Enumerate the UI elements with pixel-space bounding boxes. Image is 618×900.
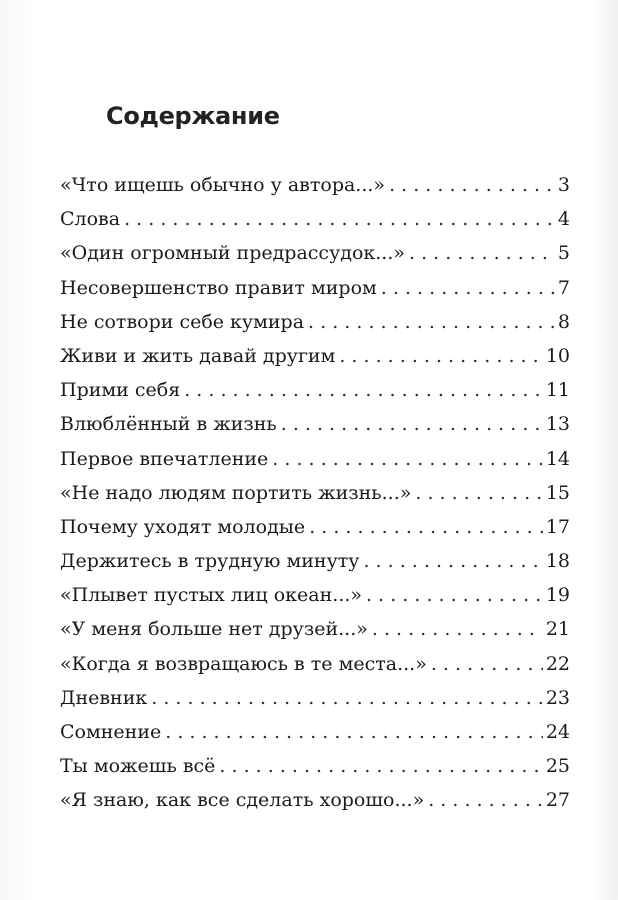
toc-entry xyxy=(60,339,570,373)
toc-entry-title: Несовершенство правит миром xyxy=(60,276,377,299)
toc-entry xyxy=(60,476,570,510)
toc-page-number: 27 xyxy=(545,789,570,812)
toc-entry-title: Не сотвори себе кумира xyxy=(60,310,305,333)
toc-entry xyxy=(60,647,570,681)
toc-page-number: 5 xyxy=(557,242,570,265)
toc-entry xyxy=(60,681,570,715)
dot-leader xyxy=(409,236,555,270)
toc-entry-title: Дневник xyxy=(60,686,148,709)
dot-leader xyxy=(366,578,543,612)
dot-leader xyxy=(415,476,542,510)
toc-page-number: 21 xyxy=(545,618,570,641)
toc-entry-title: Сомнение xyxy=(60,721,162,743)
toc-entry xyxy=(60,373,570,407)
toc-entry-title: Первое впечатление xyxy=(60,447,269,470)
dot-leader xyxy=(219,749,542,783)
toc-entry-title: Прими себя xyxy=(60,379,181,402)
toc-entry-title: «У меня больше нет друзей...» xyxy=(60,618,368,641)
dot-leader xyxy=(381,271,555,305)
toc-page-number: 22 xyxy=(545,652,570,675)
dot-leader xyxy=(184,373,543,407)
toc-list xyxy=(60,168,570,818)
toc-page-number: 14 xyxy=(545,447,570,470)
toc-entry-title: Слова xyxy=(60,208,121,231)
toc-entry xyxy=(60,715,570,749)
toc-page-number: 15 xyxy=(545,481,570,504)
toc-entry xyxy=(60,544,570,578)
toc-page-number: 4 xyxy=(557,208,570,231)
dot-leader xyxy=(363,544,542,578)
toc-page-number: 3 xyxy=(557,174,570,196)
toc-entry xyxy=(60,407,570,441)
toc-entry xyxy=(60,202,570,236)
toc-page-number: 25 xyxy=(545,755,570,778)
toc-entry xyxy=(60,783,570,817)
dot-leader xyxy=(372,612,543,646)
toc-page-number: 7 xyxy=(557,276,570,299)
toc-entry-title: Влюблённый в жизнь xyxy=(60,413,277,436)
toc-entry xyxy=(60,168,570,202)
toc-entry xyxy=(60,578,570,612)
toc-page-number: 18 xyxy=(545,550,570,573)
toc-page-number: 24 xyxy=(545,721,570,743)
toc-entry-title: «Плывет пустых лиц океан...» xyxy=(60,584,363,607)
toc-entry xyxy=(60,271,570,305)
toc-entry-title: «Не надо людям портить жизнь...» xyxy=(60,481,412,504)
toc-entry xyxy=(60,236,570,270)
toc-entry-title: Почему уходят молодые xyxy=(60,515,306,538)
toc-page-number: 8 xyxy=(557,310,570,333)
dot-leader xyxy=(309,510,543,544)
dot-leader xyxy=(431,647,543,681)
toc-entry-title: «Что ищешь обычно у автора...» xyxy=(60,174,386,196)
dot-leader xyxy=(272,442,543,476)
toc-page-number: 23 xyxy=(545,686,570,709)
toc-entry xyxy=(60,305,570,339)
toc-page-number: 11 xyxy=(545,379,570,402)
dot-leader xyxy=(339,339,542,373)
dot-leader xyxy=(281,407,543,441)
dot-leader xyxy=(151,681,543,715)
dot-leader xyxy=(165,715,543,749)
toc-page-number: 17 xyxy=(545,515,570,538)
dot-leader xyxy=(124,202,555,236)
toc-entry-title: Ты можешь всё xyxy=(60,755,216,778)
toc-entry-title: Держитесь в трудную минуту xyxy=(60,550,360,573)
dot-leader xyxy=(389,168,555,202)
toc-entry-title: Живи и жить давай другим xyxy=(60,344,336,367)
toc-entry xyxy=(60,442,570,476)
toc-entry-title: «Один огромный предрассудок...» xyxy=(60,242,406,265)
toc-heading: Содержание xyxy=(106,102,280,130)
dot-leader xyxy=(428,783,543,817)
toc-page-number: 13 xyxy=(545,413,570,436)
toc-entry-title: «Я знаю, как все сделать хорошо...» xyxy=(60,789,425,812)
dot-leader xyxy=(308,305,555,339)
toc-entry-title: «Когда я возвращаюсь в те места...» xyxy=(60,652,427,675)
toc-entry xyxy=(60,612,570,646)
toc-page-number: 19 xyxy=(545,584,570,607)
toc-entry xyxy=(60,510,570,544)
toc-entry xyxy=(60,749,570,783)
toc-page-number: 10 xyxy=(545,344,570,367)
